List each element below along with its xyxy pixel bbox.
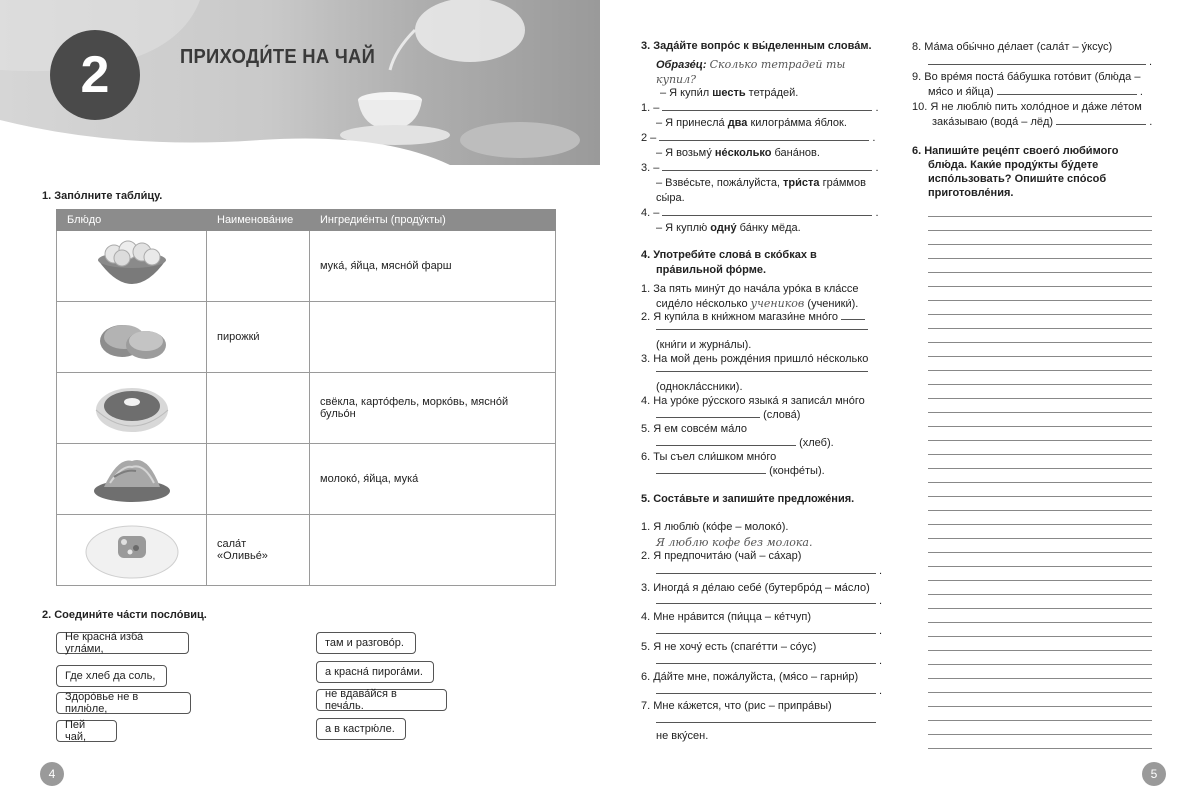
task5-blank-line: . [656,594,882,609]
answer-blank[interactable] [662,101,872,111]
col-name: Наименова́ние [207,210,310,231]
dish-image-cell [57,444,207,515]
task5-blank-line: . [656,564,882,579]
answer-blank[interactable] [656,564,876,574]
dish-ingredients-cell[interactable] [310,302,556,373]
answer-blank[interactable] [656,654,876,664]
task6-heading-cont: приготовле́ния. [928,187,1014,199]
dish-name-cell[interactable]: сала́т «Оливье́» [207,515,310,586]
task4-line: (хлеб). [656,436,834,451]
task3-item-question: 4. – . [641,207,879,219]
proverb-start[interactable]: Здоро́вье не в пилю́ле, [56,692,191,714]
answer-blank[interactable] [656,594,876,604]
dish-name-cell[interactable] [207,444,310,515]
dish-name-cell[interactable] [207,373,310,444]
task1-heading: 1. Запо́лните табли́цу. [42,190,163,202]
task4-blank-line [656,362,868,377]
dish-ingredients-cell[interactable]: свёкла, карто́фель, морко́вь, мясно́й бульо́н [310,373,556,444]
task3-item-answer-cont: сы́ра. [656,192,685,204]
answer-blank[interactable] [1056,115,1146,125]
task3-item-answer: – Я возьму́ не́сколько бана́нов. [656,147,820,159]
task3-item-question: 3. – . [641,162,879,174]
answer-blank[interactable] [656,464,766,474]
task5-blank-line [656,713,876,728]
task3-item-answer: – Я куплю́ одну́ ба́нку мёда. [656,222,801,234]
answer-blank[interactable] [656,684,876,694]
task4-line: 3. На мой день рожде́ния пришло́ не́сколько [641,353,869,365]
col-ingredients: Ингредие́нты (проду́кты) [310,210,556,231]
answer-blank[interactable] [928,55,1146,65]
task6-heading-cont: испо́льзовать? Опиши́те спо́соб [928,173,1107,185]
answer-blank[interactable] [656,320,868,330]
answer-blank[interactable] [997,85,1137,95]
proverb-start[interactable]: Пей чай, [56,720,117,742]
table-row [57,373,556,444]
dish-name-cell[interactable] [207,231,310,302]
answer-blank[interactable] [656,436,796,446]
answer-blank[interactable] [656,408,760,418]
answer-blank[interactable] [841,310,865,320]
col-dish: Блю́до [57,210,207,231]
table-row [57,515,556,586]
chapter-title: ПРИХОДИ́ТЕ НА ЧАЙ [180,46,376,68]
task4-blank-line [656,320,868,335]
task5-item: 2. Я предпочита́ю (чай – са́хар) [641,550,802,562]
task5-item: 4. Мне нра́вится (пи́цца – ке́тчуп) [641,611,812,623]
task5-item: 10. Я не люблю́ пить холо́дное и да́же ле́том [912,101,1142,113]
proverb-end[interactable]: там и разгово́р. [316,632,416,654]
task5-item: 5. Я не хочу́ есть (спаге́тти – со́ус) [641,641,817,653]
answer-blank[interactable] [656,624,876,634]
borscht-soup-icon [92,376,172,438]
page-number-left: 4 [40,762,64,786]
task5-item: 3. Иногда́ я де́лаю себе́ (бутербро́д – ма́сло) [641,582,870,594]
task5-item: 6. Да́йте мне, пожа́луйста, (мя́со – гарни́р) [641,671,859,683]
task6-heading: 6. Напиши́те реце́пт своего́ люби́мого [912,145,1119,157]
table-row [57,231,556,302]
task4-line: (конфе́ты). [656,464,825,479]
task4-line: сиде́ло не́сколько учеников (ученики́). [656,297,859,310]
dish-image-cell [57,302,207,373]
task4-line: 1. За пять мину́т до нача́ла уро́ка в кла́ссе [641,283,859,295]
sample-line [656,57,845,73]
sample-label: Образе́ц: [656,59,707,71]
page-number-right: 5 [1142,762,1166,786]
task4-line: (слова́) [656,408,800,423]
dumplings-bowl-icon [92,234,172,296]
sample-question: Сколько тетрадей ты [709,58,846,71]
dish-ingredients-cell[interactable]: мука́, я́йца, мясно́й фарш [310,231,556,302]
task4-line: (кни́ги и журна́лы). [656,339,752,351]
answer-blank[interactable] [656,362,868,372]
dish-image-cell [57,231,207,302]
pies-icon [92,305,172,367]
sample-question-cont: купил? [656,73,697,86]
task6-heading-cont: блю́да. Каки́е проду́кты бу́дете [928,159,1099,171]
task4-line: (однокла́ссники). [656,381,743,393]
task5-item: 7. Мне ка́жется, что (рис – припра́вы) [641,700,832,712]
task5-blank-line: . [656,684,882,699]
task3-item-question: 1. – . [641,102,879,114]
task4-line: 6. Ты съел сли́шком мно́го [641,451,777,463]
task2-heading: 2. Соедини́те ча́сти посло́виц. [42,609,207,621]
dish-ingredients-cell[interactable] [310,515,556,586]
dish-ingredients-cell[interactable]: молоко́, я́йца, мука́ [310,444,556,515]
task5-blank-line: . [656,624,882,639]
answer-blank[interactable] [656,713,876,723]
sample-answer: – Я купи́л шесть тетра́дей. [660,87,799,99]
task5-item: 1. Я люблю́ (ко́фе – молоко́). [641,521,789,533]
task5-heading: 5. Соста́вьте и запиши́те предложе́ния. [641,493,855,505]
dish-image-cell [57,515,207,586]
task4-heading-cont: пра́вильной фо́рме. [656,264,767,276]
task4-line: 5. Я ем совсе́м ма́ло [641,423,748,435]
table-header-row [57,210,556,231]
dishes-table [56,209,556,586]
handwritten-answer: Я люблю кофе без молока. [656,536,813,549]
proverb-end[interactable]: а в кастрю́ле. [316,718,406,740]
task4-heading: 4. Употреби́те слова́ в ско́бках в [641,249,817,261]
chapter-number-badge: 2 [50,30,140,120]
proverb-end[interactable]: а красна́ пирога́ми. [316,661,434,683]
proverb-start[interactable]: Где хлеб да соль, [56,665,167,687]
table-row [57,302,556,373]
answer-blank[interactable] [662,206,872,216]
task5-item: 9. Во вре́мя поста́ ба́бушка гото́вит (блю́да – [912,71,1141,83]
task3-item-question: 2 – . [641,132,876,144]
handwritten-answer: учеников [750,297,805,310]
salad-plate-icon [82,518,182,580]
task4-line: 4. На уро́ке ру́сского языка́ я записа́л мно́го [641,395,865,407]
task5-item-cont: не вку́сен. [656,730,709,742]
task5-blank-line: . [928,55,1152,70]
dish-image-cell [57,373,207,444]
dish-name-cell[interactable]: пирожки́ [207,302,310,373]
task5-blank-line: . [656,654,882,669]
table-row [57,444,556,515]
task3-heading: 3. Зада́йте вопро́с к вы́деленным слова́м. [641,40,872,52]
task3-item-answer: – Я принесла́ два килогра́мма я́блок. [656,117,847,129]
proverb-start[interactable]: Не красна́ изба́ угла́ми, [56,632,189,654]
task5-item-cont: зака́зываю (вода́ – лёд) . [932,116,1153,128]
answer-blank[interactable] [662,161,872,171]
task3-item-answer: – Взве́сьте, пожа́луйста, три́ста гра́ммов [656,177,866,189]
proverb-end[interactable]: не вдава́йся в печа́ль. [316,689,447,711]
pancakes-plate-icon [92,447,172,509]
answer-blank[interactable] [659,131,869,141]
task5-item: 8. Ма́ма обы́чно де́лает (сала́т – у́ксус) [912,41,1113,53]
task5-item-cont: мя́со и я́йца) . [928,86,1143,98]
task4-line: 2. Я купи́ла в кни́жном магази́не мно́го [641,310,865,325]
